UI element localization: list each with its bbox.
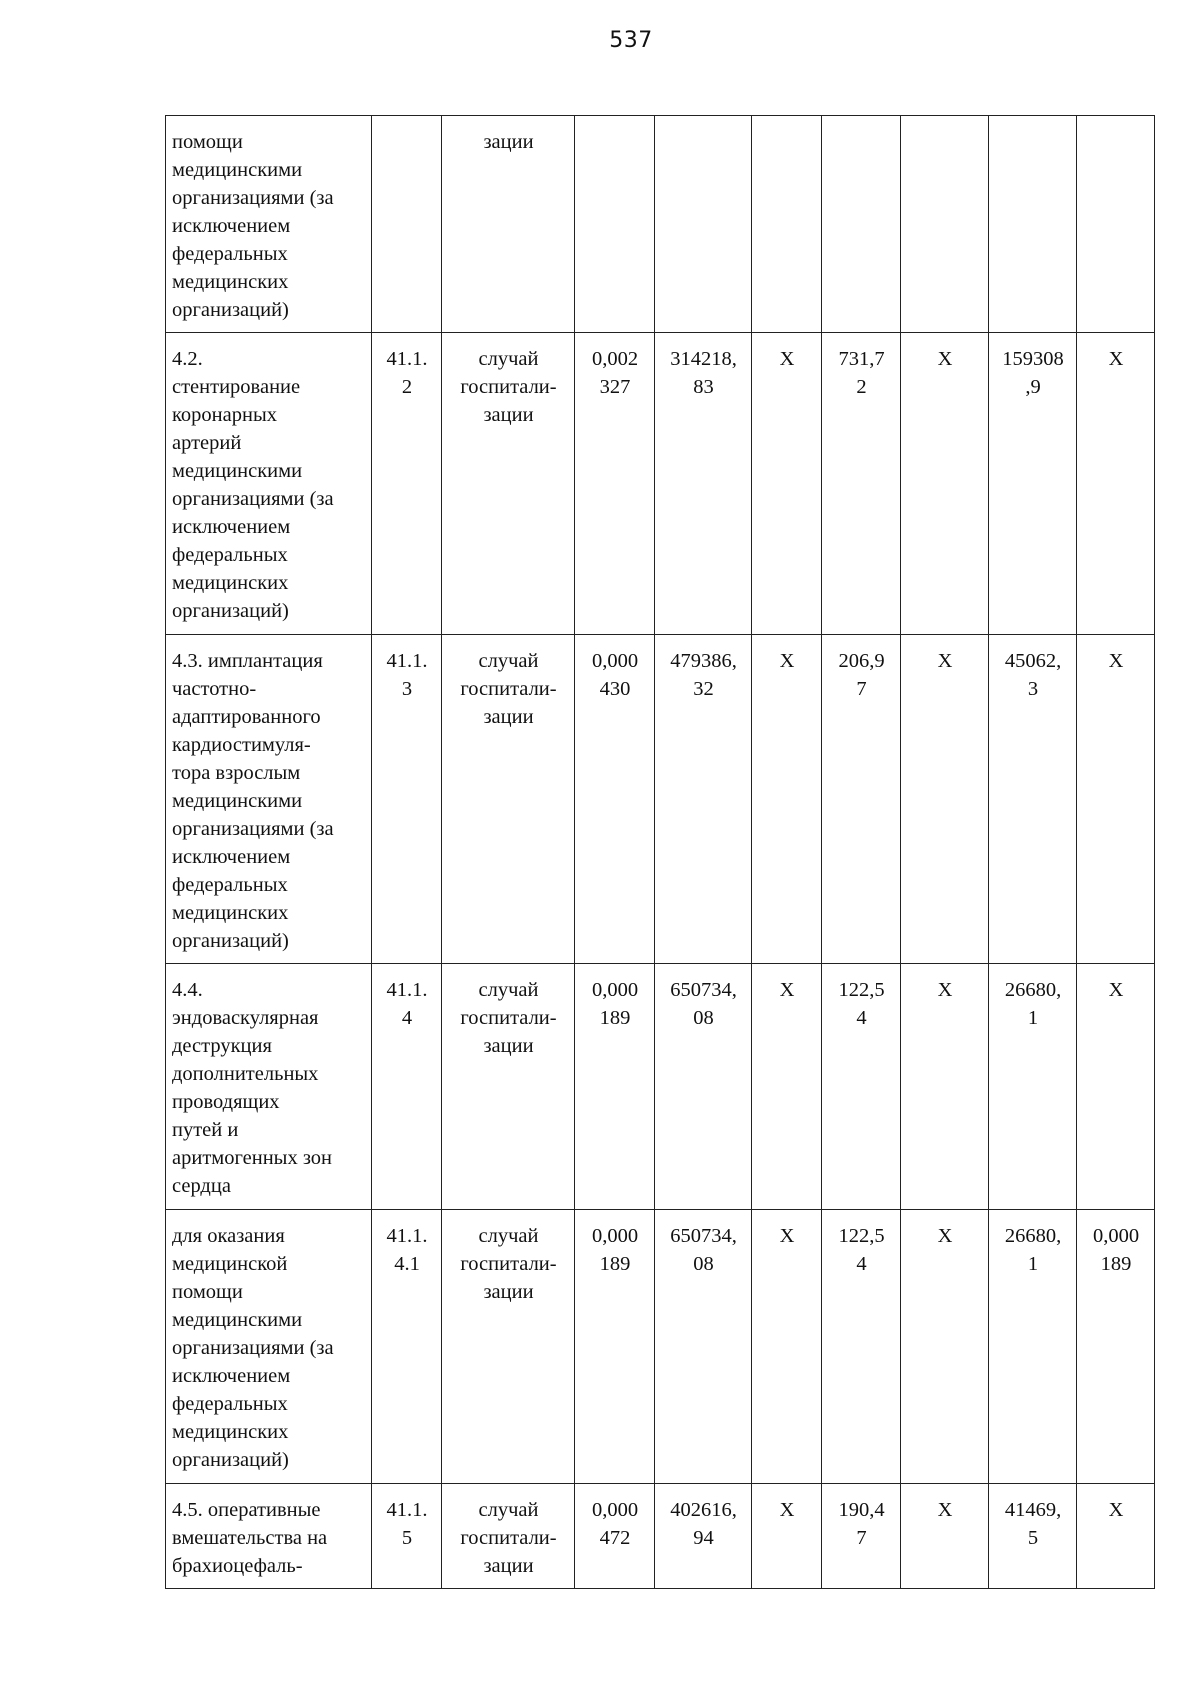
row-col7: 122,5 4 bbox=[822, 1210, 901, 1484]
row-cost: 650734, 08 bbox=[655, 1210, 752, 1484]
row-description: 4.4. эндоваскулярная деструкция дополнительных проводящих путей и аритмогенных зон сердца bbox=[166, 964, 372, 1210]
row-col8 bbox=[901, 116, 989, 333]
row-col7: 206,9 7 bbox=[822, 635, 901, 964]
table-row bbox=[166, 635, 1155, 964]
table-body bbox=[166, 116, 1155, 1589]
row-unit: случай госпитали- зации bbox=[442, 1484, 575, 1589]
row-norm: 0,000 430 bbox=[575, 635, 655, 964]
row-col9: 26680, 1 bbox=[989, 964, 1077, 1210]
table-row bbox=[166, 964, 1155, 1210]
row-col10: Х bbox=[1077, 1484, 1155, 1589]
row-col9: 45062, 3 bbox=[989, 635, 1077, 964]
row-col6: Х bbox=[752, 964, 822, 1210]
row-norm: 0,000 189 bbox=[575, 964, 655, 1210]
row-unit: случай госпитали- зации bbox=[442, 1210, 575, 1484]
row-col9: 26680, 1 bbox=[989, 1210, 1077, 1484]
row-code: 41.1. 4.1 bbox=[372, 1210, 442, 1484]
row-norm: 0,002 327 bbox=[575, 333, 655, 635]
row-description: 4.2. стентирование коронарных артерий медицинскими организациями (за исключением федеральных медицинских организаций) bbox=[166, 333, 372, 635]
row-description: 4.3. имплантация частотно- адаптированного кардиостимуля- тора взрослым медицинскими организациями (за исключением федеральных медицинских организаций) bbox=[166, 635, 372, 964]
row-col10 bbox=[1077, 116, 1155, 333]
row-unit: случай госпитали- зации bbox=[442, 635, 575, 964]
row-description: для оказания медицинской помощи медицинскими организациями (за исключением федеральных медицинских организаций) bbox=[166, 1210, 372, 1484]
row-unit: случай госпитали- зации bbox=[442, 333, 575, 635]
row-code bbox=[372, 116, 442, 333]
row-col10: Х bbox=[1077, 333, 1155, 635]
row-cost: 402616, 94 bbox=[655, 1484, 752, 1589]
row-col7: 190,4 7 bbox=[822, 1484, 901, 1589]
row-col8: Х bbox=[901, 1210, 989, 1484]
row-col10: 0,000 189 bbox=[1077, 1210, 1155, 1484]
tariff-table bbox=[165, 115, 1155, 1589]
row-code: 41.1. 5 bbox=[372, 1484, 442, 1589]
table-row bbox=[166, 1484, 1155, 1589]
row-col7: 731,7 2 bbox=[822, 333, 901, 635]
row-col6: Х bbox=[752, 333, 822, 635]
row-cost: 479386, 32 bbox=[655, 635, 752, 964]
row-col10: Х bbox=[1077, 635, 1155, 964]
row-col6: Х bbox=[752, 635, 822, 964]
row-col9: 41469, 5 bbox=[989, 1484, 1077, 1589]
row-norm: 0,000 472 bbox=[575, 1484, 655, 1589]
row-col6: Х bbox=[752, 1484, 822, 1589]
row-col8: Х bbox=[901, 1484, 989, 1589]
row-col6 bbox=[752, 116, 822, 333]
row-col6: Х bbox=[752, 1210, 822, 1484]
row-code: 41.1. 2 bbox=[372, 333, 442, 635]
row-col8: Х bbox=[901, 964, 989, 1210]
table-row bbox=[166, 333, 1155, 635]
row-col8: Х bbox=[901, 635, 989, 964]
row-description: 4.5. оперативные вмешательства на брахиоцефаль- bbox=[166, 1484, 372, 1589]
row-col8: Х bbox=[901, 333, 989, 635]
row-description: помощи медицинскими организациями (за исключением федеральных медицинских организаций) bbox=[166, 116, 372, 333]
row-unit: случай госпитали- зации bbox=[442, 964, 575, 1210]
row-col7: 122,5 4 bbox=[822, 964, 901, 1210]
row-col9: 159308 ,9 bbox=[989, 333, 1077, 635]
row-cost bbox=[655, 116, 752, 333]
row-unit: зации bbox=[442, 116, 575, 333]
table-row bbox=[166, 116, 1155, 333]
row-col7 bbox=[822, 116, 901, 333]
row-cost: 650734, 08 bbox=[655, 964, 752, 1210]
table-row bbox=[166, 1210, 1155, 1484]
row-code: 41.1. 3 bbox=[372, 635, 442, 964]
row-col10: Х bbox=[1077, 964, 1155, 1210]
row-col9 bbox=[989, 116, 1077, 333]
row-code: 41.1. 4 bbox=[372, 964, 442, 1210]
row-norm bbox=[575, 116, 655, 333]
row-cost: 314218, 83 bbox=[655, 333, 752, 635]
page-number: 537 bbox=[609, 28, 653, 53]
row-norm: 0,000 189 bbox=[575, 1210, 655, 1484]
